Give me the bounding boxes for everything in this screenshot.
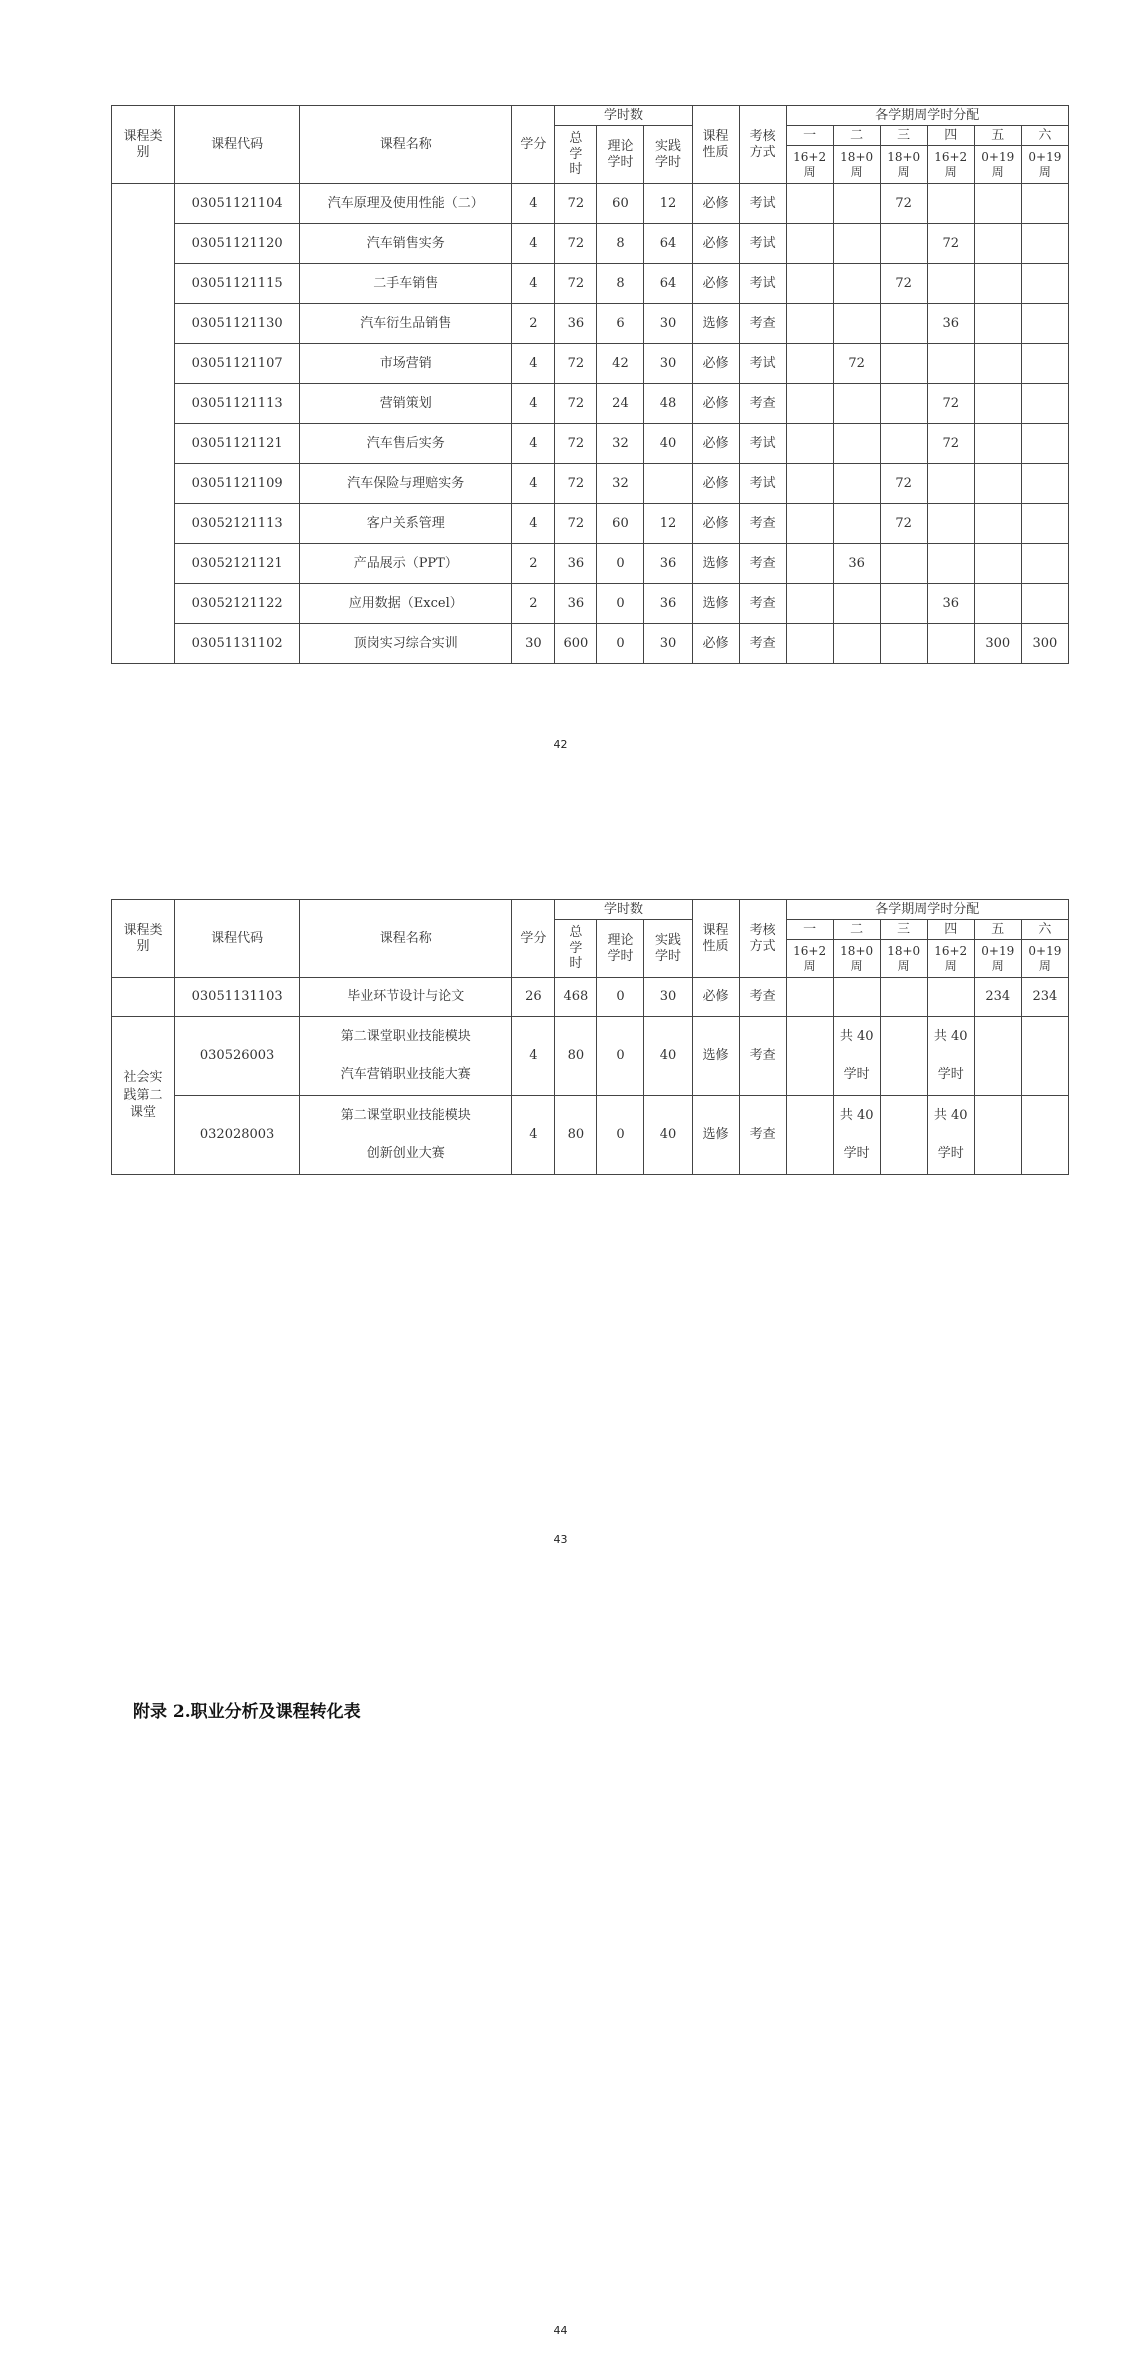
- course-code: 030526003: [175, 1017, 300, 1096]
- hours-practice: 64: [644, 224, 692, 264]
- term-hours: 72: [880, 464, 927, 504]
- term-hours: [833, 224, 880, 264]
- term-hours: 72: [880, 184, 927, 224]
- term-hours: [833, 584, 880, 624]
- term-hours: [833, 184, 880, 224]
- course-code: 03051131103: [175, 978, 300, 1017]
- table-row: [112, 184, 1069, 224]
- table-row: [112, 504, 1069, 544]
- header-hours-total: 总学时: [555, 920, 597, 978]
- term-hours: [1021, 424, 1068, 464]
- course-code: 03051121109: [175, 464, 300, 504]
- term-hours: [880, 544, 927, 584]
- term-hours: [974, 544, 1021, 584]
- term-hours: [927, 1017, 974, 1096]
- course-nature: 必修: [692, 224, 739, 264]
- term-hours: [833, 304, 880, 344]
- term-hours: 234: [974, 978, 1021, 1017]
- header-term: 三: [880, 126, 927, 146]
- hours-practice: 12: [644, 184, 692, 224]
- course-nature: 必修: [692, 344, 739, 384]
- term-hours: 72: [880, 264, 927, 304]
- term-hours: [833, 978, 880, 1017]
- term-hours: [927, 978, 974, 1017]
- hours-practice: 40: [644, 424, 692, 464]
- course-credit: 4: [512, 1096, 555, 1175]
- header-term: 六: [1021, 920, 1068, 940]
- course-code: 03052121113: [175, 504, 300, 544]
- term-hours: [786, 624, 833, 664]
- term-hours: 300: [1021, 624, 1068, 664]
- course-code: 03051121121: [175, 424, 300, 464]
- hours-theory: 8: [597, 224, 644, 264]
- hours-theory: 0: [597, 584, 644, 624]
- header-credit: 学分: [512, 106, 555, 184]
- assess-method: 考查: [739, 304, 786, 344]
- term-hours: [974, 584, 1021, 624]
- term-hours: [1021, 504, 1068, 544]
- term-hours: 72: [833, 344, 880, 384]
- course-name: 汽车保险与理赔实务: [300, 464, 512, 504]
- header-nature: 课程性质: [692, 106, 739, 184]
- table-row: [112, 304, 1069, 344]
- term-hours: [833, 464, 880, 504]
- header-term-weeks: 0+19周: [1021, 146, 1068, 184]
- term-hours-line: 共 40: [933, 1029, 968, 1044]
- term-hours: [974, 1017, 1021, 1096]
- hours-practice: 40: [644, 1017, 692, 1096]
- term-hours: [880, 624, 927, 664]
- course-name: [300, 1017, 512, 1096]
- category-cell: [112, 978, 175, 1017]
- hours-total: 36: [555, 544, 597, 584]
- course-code: 03051121113: [175, 384, 300, 424]
- term-hours: [1021, 1017, 1068, 1096]
- term-hours: [880, 1096, 927, 1175]
- hours-theory: 32: [597, 424, 644, 464]
- term-hours: 72: [880, 504, 927, 544]
- header-hours-practice: 实践学时: [644, 920, 692, 978]
- course-code: 03051121120: [175, 224, 300, 264]
- term-hours: 36: [927, 304, 974, 344]
- term-hours: 300: [974, 624, 1021, 664]
- header-terms-group: 各学期周学时分配: [786, 106, 1068, 126]
- course-code: 032028003: [175, 1096, 300, 1175]
- header-term: 四: [927, 920, 974, 940]
- term-hours: [833, 624, 880, 664]
- course-name-line: 创新创业大赛: [366, 1146, 445, 1161]
- assess-method: 考试: [739, 264, 786, 304]
- course-name: 汽车原理及使用性能（二）: [300, 184, 512, 224]
- table-row: [112, 464, 1069, 504]
- hours-practice: 36: [644, 544, 692, 584]
- header-name: 课程名称: [300, 106, 512, 184]
- course-credit: 26: [512, 978, 555, 1017]
- course-name-line: 汽车营销职业技能大赛: [340, 1067, 471, 1082]
- hours-total: 72: [555, 504, 597, 544]
- header-assess: 考核方式: [739, 106, 786, 184]
- term-hours: [1021, 464, 1068, 504]
- header-term-weeks: 18+0周: [833, 940, 880, 978]
- course-nature: 选修: [692, 544, 739, 584]
- course-credit: 4: [512, 1017, 555, 1096]
- term-hours: [786, 344, 833, 384]
- course-credit: 2: [512, 544, 555, 584]
- hours-practice: 30: [644, 344, 692, 384]
- course-code: 03051131102: [175, 624, 300, 664]
- assess-method: 考试: [739, 224, 786, 264]
- course-name: 营销策划: [300, 384, 512, 424]
- term-hours: [880, 1017, 927, 1096]
- course-name: 二手车销售: [300, 264, 512, 304]
- course-name: 顶岗实习综合实训: [300, 624, 512, 664]
- term-hours: 72: [927, 384, 974, 424]
- course-nature: 选修: [692, 1096, 739, 1175]
- term-hours-line: 学时: [843, 1146, 870, 1161]
- course-nature: 选修: [692, 1017, 739, 1096]
- hours-theory: 0: [597, 544, 644, 584]
- course-nature: 选修: [692, 584, 739, 624]
- page-number: 44: [553, 2324, 568, 2337]
- hours-theory: 8: [597, 264, 644, 304]
- term-hours: [974, 504, 1021, 544]
- hours-practice: 48: [644, 384, 692, 424]
- header-term-weeks: 0+19周: [974, 940, 1021, 978]
- course-table-1: [111, 105, 1069, 664]
- page-number: 43: [553, 1533, 568, 1546]
- course-nature: 必修: [692, 384, 739, 424]
- term-hours: [1021, 344, 1068, 384]
- header-category: 课程类别: [112, 106, 175, 184]
- course-credit: 30: [512, 624, 555, 664]
- term-hours: [1021, 184, 1068, 224]
- appendix-title: 附录 2.职业分析及课程转化表: [133, 1702, 361, 1722]
- hours-theory: 6: [597, 304, 644, 344]
- term-hours: [880, 344, 927, 384]
- term-hours: [927, 184, 974, 224]
- term-hours: [880, 224, 927, 264]
- course-nature: 必修: [692, 464, 739, 504]
- hours-total: 600: [555, 624, 597, 664]
- course-credit: 4: [512, 264, 555, 304]
- header-term-weeks: 16+2周: [927, 146, 974, 184]
- course-nature: 必修: [692, 624, 739, 664]
- term-hours: [1021, 264, 1068, 304]
- header-term-weeks: 18+0周: [880, 940, 927, 978]
- hours-practice: 30: [644, 978, 692, 1017]
- header-term-weeks: 0+19周: [974, 146, 1021, 184]
- table-row: [112, 544, 1069, 584]
- hours-practice: 12: [644, 504, 692, 544]
- course-name: 汽车售后实务: [300, 424, 512, 464]
- term-hours: [974, 1096, 1021, 1175]
- hours-theory: 32: [597, 464, 644, 504]
- term-hours: [927, 464, 974, 504]
- page-number: 42: [553, 738, 568, 751]
- term-hours: [927, 264, 974, 304]
- hours-total: 72: [555, 344, 597, 384]
- term-hours: [1021, 304, 1068, 344]
- course-name: [300, 1096, 512, 1175]
- course-credit: 4: [512, 504, 555, 544]
- course-code: 03051121107: [175, 344, 300, 384]
- term-hours-line: 学时: [937, 1146, 964, 1161]
- header-term: 六: [1021, 126, 1068, 146]
- hours-total: 80: [555, 1096, 597, 1175]
- category-cell: [112, 184, 175, 664]
- assess-method: 考查: [739, 1017, 786, 1096]
- term-hours: [880, 978, 927, 1017]
- course-nature: 选修: [692, 304, 739, 344]
- assess-method: 考查: [739, 624, 786, 664]
- term-hours: [786, 264, 833, 304]
- header-term: 二: [833, 920, 880, 940]
- header-assess: 考核方式: [739, 900, 786, 978]
- term-hours-line: 共 40: [839, 1108, 874, 1123]
- course-credit: 4: [512, 384, 555, 424]
- header-term: 三: [880, 920, 927, 940]
- term-hours: [786, 224, 833, 264]
- term-hours: [833, 1017, 880, 1096]
- term-hours-line: 共 40: [839, 1029, 874, 1044]
- hours-theory: 0: [597, 1096, 644, 1175]
- course-name: 客户关系管理: [300, 504, 512, 544]
- term-hours: [880, 384, 927, 424]
- table-row: [112, 584, 1069, 624]
- term-hours: [786, 464, 833, 504]
- category-social-practice: 社会实践第二课堂: [112, 1017, 175, 1175]
- term-hours: [927, 624, 974, 664]
- header-category: 课程类别: [112, 900, 175, 978]
- course-code: 03052121121: [175, 544, 300, 584]
- course-name: 产品展示（PPT）: [300, 544, 512, 584]
- course-credit: 4: [512, 344, 555, 384]
- term-hours: [833, 504, 880, 544]
- course-code: 03051121130: [175, 304, 300, 344]
- course-code: 03051121104: [175, 184, 300, 224]
- table-row: [112, 224, 1069, 264]
- hours-practice: 30: [644, 304, 692, 344]
- header-hours-theory: 理论学时: [597, 126, 644, 184]
- header-term-weeks: 18+0周: [880, 146, 927, 184]
- course-credit: 4: [512, 224, 555, 264]
- hours-total: 72: [555, 264, 597, 304]
- hours-total: 72: [555, 424, 597, 464]
- assess-method: 考试: [739, 344, 786, 384]
- hours-practice: 36: [644, 584, 692, 624]
- table-row: [112, 384, 1069, 424]
- table-row: [112, 1096, 1069, 1175]
- hours-theory: 0: [597, 1017, 644, 1096]
- term-hours: [1021, 384, 1068, 424]
- term-hours-line: 共 40: [933, 1108, 968, 1123]
- assess-method: 考查: [739, 544, 786, 584]
- term-hours: [974, 304, 1021, 344]
- term-hours-line: 学时: [843, 1067, 870, 1082]
- table-row: [112, 264, 1069, 304]
- term-hours: [786, 384, 833, 424]
- table-row: [112, 624, 1069, 664]
- term-hours: [786, 424, 833, 464]
- table-row: [112, 344, 1069, 384]
- term-hours: [833, 1096, 880, 1175]
- term-hours: [833, 424, 880, 464]
- term-hours: [786, 1096, 833, 1175]
- header-hours-theory: 理论学时: [597, 920, 644, 978]
- header-term-weeks: 16+2周: [786, 940, 833, 978]
- course-credit: 2: [512, 304, 555, 344]
- hours-total: 80: [555, 1017, 597, 1096]
- hours-theory: 60: [597, 184, 644, 224]
- term-hours: [833, 384, 880, 424]
- term-hours: [786, 544, 833, 584]
- course-credit: 2: [512, 584, 555, 624]
- assess-method: 考试: [739, 184, 786, 224]
- course-name: 汽车衍生品销售: [300, 304, 512, 344]
- header-term-weeks: 16+2周: [927, 940, 974, 978]
- term-hours: [974, 344, 1021, 384]
- header-hours-total: 总学时: [555, 126, 597, 184]
- term-hours: 36: [833, 544, 880, 584]
- hours-theory: 0: [597, 978, 644, 1017]
- hours-total: 72: [555, 224, 597, 264]
- course-name: 汽车销售实务: [300, 224, 512, 264]
- header-term: 五: [974, 126, 1021, 146]
- hours-total: 72: [555, 384, 597, 424]
- header-hours-group: 学时数: [555, 900, 692, 920]
- term-hours: [974, 464, 1021, 504]
- term-hours: 72: [927, 424, 974, 464]
- course-name-line: 第二课堂职业技能模块: [340, 1029, 471, 1044]
- course-name: 毕业环节设计与论文: [300, 978, 512, 1017]
- assess-method: 考查: [739, 978, 786, 1017]
- header-term: 一: [786, 126, 833, 146]
- header-name: 课程名称: [300, 900, 512, 978]
- hours-theory: 24: [597, 384, 644, 424]
- term-hours: [880, 584, 927, 624]
- assess-method: 考查: [739, 504, 786, 544]
- term-hours: [1021, 544, 1068, 584]
- hours-total: 36: [555, 304, 597, 344]
- course-nature: 必修: [692, 978, 739, 1017]
- course-code: 03052121122: [175, 584, 300, 624]
- term-hours: [927, 544, 974, 584]
- header-term-weeks: 0+19周: [1021, 940, 1068, 978]
- hours-practice: [644, 464, 692, 504]
- header-credit: 学分: [512, 900, 555, 978]
- term-hours: [927, 504, 974, 544]
- course-nature: 必修: [692, 264, 739, 304]
- course-name: 市场营销: [300, 344, 512, 384]
- term-hours: [880, 424, 927, 464]
- hours-practice: 30: [644, 624, 692, 664]
- header-hours-practice: 实践学时: [644, 126, 692, 184]
- hours-theory: 60: [597, 504, 644, 544]
- hours-total: 72: [555, 464, 597, 504]
- term-hours: [786, 1017, 833, 1096]
- course-credit: 4: [512, 424, 555, 464]
- hours-total: 468: [555, 978, 597, 1017]
- term-hours: [880, 304, 927, 344]
- course-credit: 4: [512, 464, 555, 504]
- hours-theory: 0: [597, 624, 644, 664]
- term-hours: [786, 584, 833, 624]
- header-code: 课程代码: [175, 900, 300, 978]
- term-hours: 234: [1021, 978, 1068, 1017]
- hours-theory: 42: [597, 344, 644, 384]
- term-hours: [974, 384, 1021, 424]
- hours-total: 36: [555, 584, 597, 624]
- term-hours: [927, 344, 974, 384]
- term-hours: [974, 264, 1021, 304]
- course-code: 03051121115: [175, 264, 300, 304]
- assess-method: 考试: [739, 424, 786, 464]
- header-term: 一: [786, 920, 833, 940]
- term-hours: [1021, 584, 1068, 624]
- term-hours: 36: [927, 584, 974, 624]
- header-nature: 课程性质: [692, 900, 739, 978]
- course-table-2: [111, 899, 1069, 1175]
- table-row: [112, 424, 1069, 464]
- term-hours: [786, 978, 833, 1017]
- header-term: 四: [927, 126, 974, 146]
- header-term-weeks: 16+2周: [786, 146, 833, 184]
- term-hours: [786, 304, 833, 344]
- term-hours-line: 学时: [937, 1067, 964, 1082]
- header-term: 五: [974, 920, 1021, 940]
- header-code: 课程代码: [175, 106, 300, 184]
- header-hours-group: 学时数: [555, 106, 692, 126]
- hours-practice: 64: [644, 264, 692, 304]
- assess-method: 考查: [739, 584, 786, 624]
- course-name: 应用数据（Excel）: [300, 584, 512, 624]
- term-hours: [786, 504, 833, 544]
- term-hours: 72: [927, 224, 974, 264]
- course-credit: 4: [512, 184, 555, 224]
- term-hours: [974, 424, 1021, 464]
- term-hours: [833, 264, 880, 304]
- header-terms-group: 各学期周学时分配: [786, 900, 1068, 920]
- term-hours: [1021, 1096, 1068, 1175]
- header-term-weeks: 18+0周: [833, 146, 880, 184]
- table-row: [112, 978, 1069, 1017]
- term-hours: [1021, 224, 1068, 264]
- assess-method: 考试: [739, 464, 786, 504]
- assess-method: 考查: [739, 1096, 786, 1175]
- term-hours: [974, 184, 1021, 224]
- hours-total: 72: [555, 184, 597, 224]
- course-name-line: 第二课堂职业技能模块: [340, 1108, 471, 1123]
- assess-method: 考查: [739, 384, 786, 424]
- term-hours: [786, 184, 833, 224]
- course-table-1-body: [112, 184, 1069, 664]
- header-term: 二: [833, 126, 880, 146]
- term-hours: [974, 224, 1021, 264]
- course-nature: 必修: [692, 424, 739, 464]
- course-nature: 必修: [692, 504, 739, 544]
- term-hours: [927, 1096, 974, 1175]
- table-row: [112, 1017, 1069, 1096]
- course-nature: 必修: [692, 184, 739, 224]
- hours-practice: 40: [644, 1096, 692, 1175]
